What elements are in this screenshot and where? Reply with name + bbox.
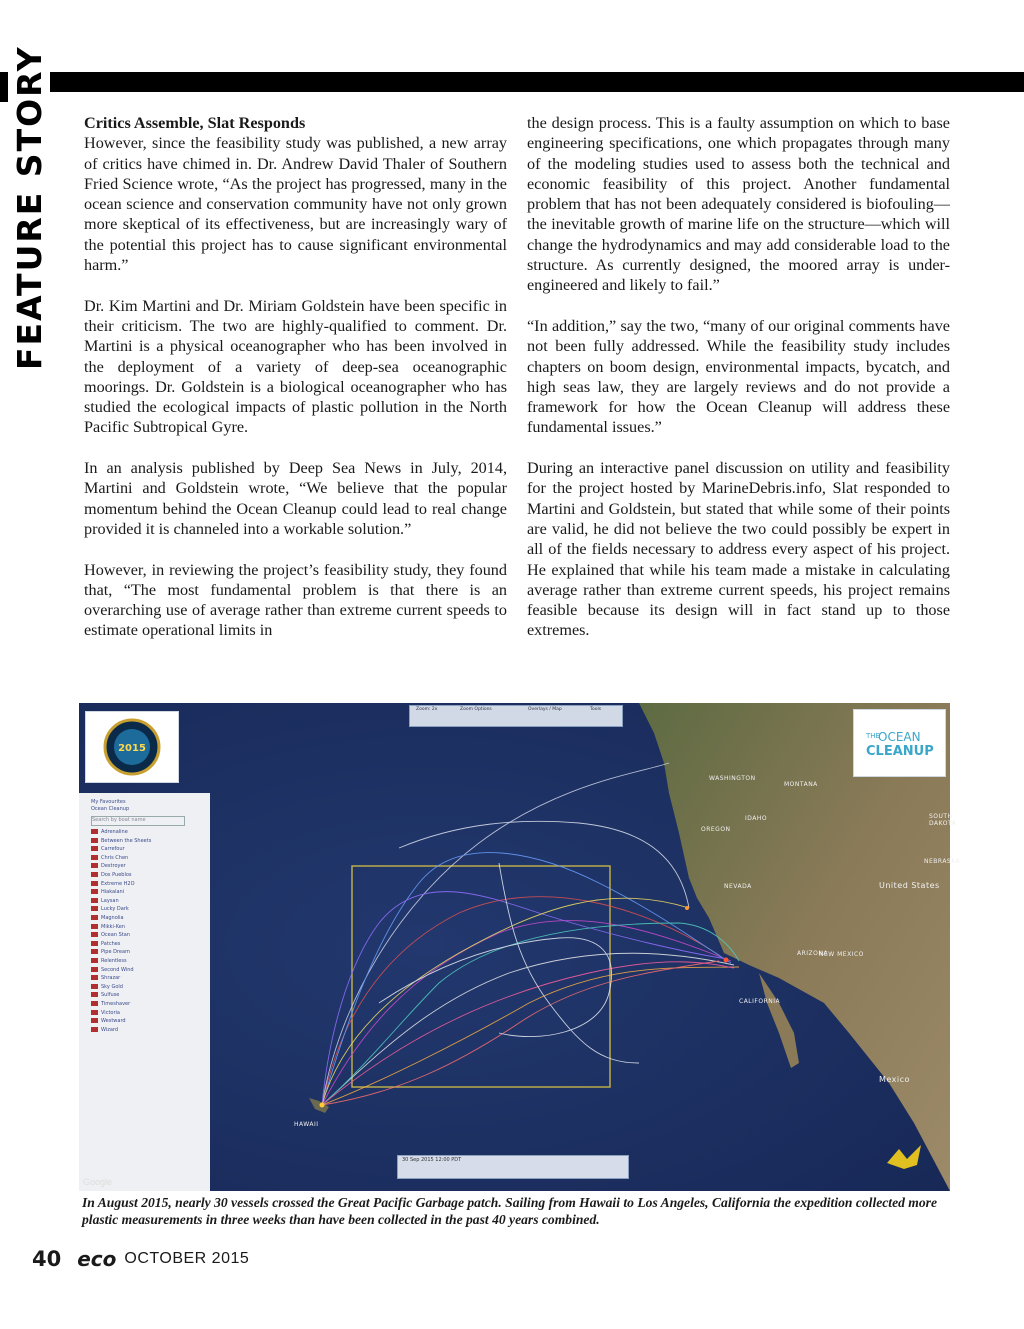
vessel-name: Second Wind [101,966,134,973]
panel-ocean-cleanup[interactable]: Ocean Cleanup [91,806,130,812]
vessel-list-panel [79,793,210,1191]
vessel-list-item[interactable] [91,872,132,878]
flag-icon [91,881,98,886]
map-label: NEBRASKA [924,858,961,865]
flag-icon [91,829,98,834]
vessel-name: Westward [101,1018,126,1025]
magazine-name: eco [77,1247,117,1271]
article-paragraph: However, in reviewing the project’s feasibility study, they found that, “The most fundamental problem is that there is an overarching use of average rather than extreme current speeds to estimate operational limits in [84,560,507,640]
flag-icon [91,924,98,929]
vessel-name: Ocean Stan [101,932,130,939]
vessel-list-item[interactable] [91,838,151,844]
map-label: Mexico [879,1075,910,1084]
flag-icon [91,992,98,997]
article-paragraph: During an interactive panel discussion on utility and feasibility for the project hosted by MarineDebris.info, Slat responded to Martini and Goldstein, but stated that while some of their points are valid, he did not believe the two could possibly be expert in all of the fields necessary to address every aspect of his project. He explained that while his team made a mistake in calculating average rather than extreme current speeds, his project remains feasible because its design will in fact stand up to those extremes. [527,459,950,640]
flag-icon [91,838,98,843]
map-label: NEVADA [724,883,752,890]
article-paragraph: In an analysis published by Deep Sea News in July, 2014, Martini and Goldstein wrote, “We believe that the popular momentum behind the Ocean Cleanup could lead to real change provided it is channeled into a workable solution.” [84,459,507,538]
flag-icon [91,941,98,946]
vessel-list-item[interactable] [91,984,123,990]
hawaii-start-marker [320,1103,325,1108]
vessel-list-item[interactable] [91,898,119,904]
flag-icon [91,863,98,868]
vessel-name: Pipe Dream [101,949,130,956]
vessel-list-item[interactable] [91,967,134,973]
map-label: HAWAII [294,1121,319,1128]
vessel-name: Relentless [101,958,127,964]
timeline-date: 30 Sep 2015 12:00 PDT [402,1157,462,1163]
vessel-name: Destroyer [101,863,126,870]
flag-icon [91,1018,98,1023]
vessel-list-item[interactable] [91,855,128,861]
map-label: MONTANA [784,781,818,788]
vessel-list-item[interactable] [91,975,120,981]
vessel-list-item[interactable] [91,992,119,998]
header-bar [50,72,1024,92]
vessel-list-item[interactable] [91,924,125,930]
vessel-list-item[interactable] [91,1001,130,1007]
flag-icon [91,975,98,980]
vessel-list-item[interactable] [91,863,126,869]
flag-icon [91,872,98,877]
vessel-list-item[interactable] [91,932,130,938]
section-label: FEATURE STORY [10,45,49,370]
vessel-name: Between the Sheets [101,837,152,844]
flag-icon [91,898,98,903]
section-tab [0,72,8,102]
page-footer [32,1244,249,1274]
article-column-2 [527,113,950,661]
vessel-list-item[interactable] [91,1018,126,1024]
flag-icon [91,958,98,963]
flag-icon [91,984,98,989]
toolbar-tools[interactable]: Tools [590,707,602,712]
toolbar-zoom-options[interactable]: Zoom Options [460,707,492,712]
vessel-name: Extreme H2O [101,880,135,887]
flag-icon [91,906,98,911]
map-label: United States [879,881,940,890]
vessel-name: Hiakalani [101,889,125,896]
vessel-name: Mikki-Ken [101,923,125,930]
vessel-name: Lucky Dark [101,906,129,913]
vessel-name: Wizard [101,1026,119,1033]
logo-ocean: OCEAN [878,730,921,744]
flag-icon [91,846,98,851]
vessel-name: Chris Chen [101,854,129,861]
vessel-list-item[interactable] [91,1027,118,1033]
flag-icon [91,932,98,937]
page-number: 40 [32,1247,62,1271]
article-paragraph: Dr. Kim Martini and Dr. Miriam Goldstein have been specific in their criticism. The two are highly-qualified to comment. Dr. Martini is a physical oceanographer who has been involved in the deployment of a variety of deep-sea oceanographic moorings. Dr. Goldstein is a biological oceanographer who has studied the ecological impacts of plastic pollution in the North Pacific Subtropical Gyre. [84,296,507,437]
vessel-name: Timeshaver [101,1001,131,1007]
google-credit: Google [83,1177,113,1187]
map-label: IDAHO [745,815,768,822]
vessel-search-input[interactable]: Search by boat name [91,816,185,826]
flag-icon [91,949,98,954]
issue-date: OCTOBER 2015 [124,1250,250,1267]
vessel-name: Sulfuse [101,992,120,999]
expedition-badge [85,711,179,783]
flag-icon [91,915,98,920]
vessel-list-item[interactable] [91,915,124,921]
badge-year: 2015 [118,743,146,754]
vessel-name: Carrefour [101,846,125,853]
vessel-list-item[interactable] [91,889,124,895]
article-paragraph: “In addition,” say the two, “many of our original comments have not been fully addressed. While the feasibility study includes chapters on boom design, environmental impacts, bycatch, and high seas law, they are largely reviews and do not provide a framework for how the Ocean Cleanup will address these fundamental issues.” [527,316,950,437]
vessel-name: Patches [101,940,121,947]
map-label: CALIFORNIA [739,998,781,1005]
ocean-cleanup-logo [853,709,946,777]
toolbar-zoom[interactable]: Zoom: 2x [416,707,438,712]
flag-icon [91,967,98,972]
flag-icon [91,1027,98,1032]
vessel-list-item[interactable] [91,906,129,912]
timeline-slider[interactable] [397,1155,629,1179]
san-francisco-marker [685,906,689,910]
vessel-name: Shrazar [101,975,121,982]
article-paragraph: the design process. This is a faulty assumption on which to base engineering specifications, one which propagates through many of the modeling studies used to assess both the technical and economic feasibility of this project. Another fundamental problem that has not been adequately considered is biofouling—the inevitable growth of marine life on the structure—which will change the hydrodynamics and may add considerable load to the structure. As currently designed, the moored array is under-engineered and likely to fail.” [527,114,950,295]
map-label: SOUTH DAKOTA [929,813,957,827]
flag-icon [91,1001,98,1006]
map-label: WASHINGTON [709,775,756,782]
flag-icon [91,1010,98,1015]
vessel-list-item[interactable] [91,881,135,887]
map-toolbar[interactable] [409,705,623,727]
article-paragraph: Critics Assemble, Slat Responds However, since the feasibility study was published, a new array of critics have chimed in. Dr. Andrew David Thaler of Southern Fried Science wrote, “As the project has progressed, many in the ocean science and conservation community have not only grown more skeptical of its effectiveness, but are increasingly wary of the potential this project has to cause significant environmental harm.” [84,114,507,275]
toolbar-overlays[interactable]: Overlays / Map [528,707,562,712]
vessel-name: Adrenaline [101,829,128,835]
vessel-name: Dos Pueblos [101,872,132,878]
map-label: OREGON [701,826,731,833]
figure-caption: In August 2015, nearly 30 vessels crossed the Great Pacific Garbage patch. Sailing from Hawaii to Los Angeles, California the expedition collected more plastic measurements in three weeks than have been collected in the past 40 years combined. [82,1195,938,1227]
vessel-name: Laysan [101,897,119,904]
flag-icon [91,889,98,894]
map-label: ARIZONA [797,950,828,957]
vessel-list-item[interactable] [91,958,127,964]
logo-the: THE [866,732,880,740]
map-label: NEW MEXICO [819,951,864,958]
vessel-list-item[interactable] [91,941,120,947]
expedition-map-figure [79,703,961,1191]
logo-cleanup: CLEANUP [866,744,934,759]
vessel-name: Victoria [101,1009,120,1016]
vessel-name: Sky Gold [101,983,123,990]
article-heading: Critics Assemble, Slat Responds [84,114,306,132]
vessel-list-item[interactable] [91,829,128,835]
vessel-list-item[interactable] [91,846,125,852]
article-column-1 [84,113,507,661]
vessel-list-item[interactable] [91,949,130,955]
panel-favourites[interactable]: My Favourites [91,799,126,805]
los-angeles-end-marker [724,958,729,963]
vessel-name: Magnolia [101,915,124,921]
flag-icon [91,855,98,860]
vessel-list-item[interactable] [91,1010,120,1016]
